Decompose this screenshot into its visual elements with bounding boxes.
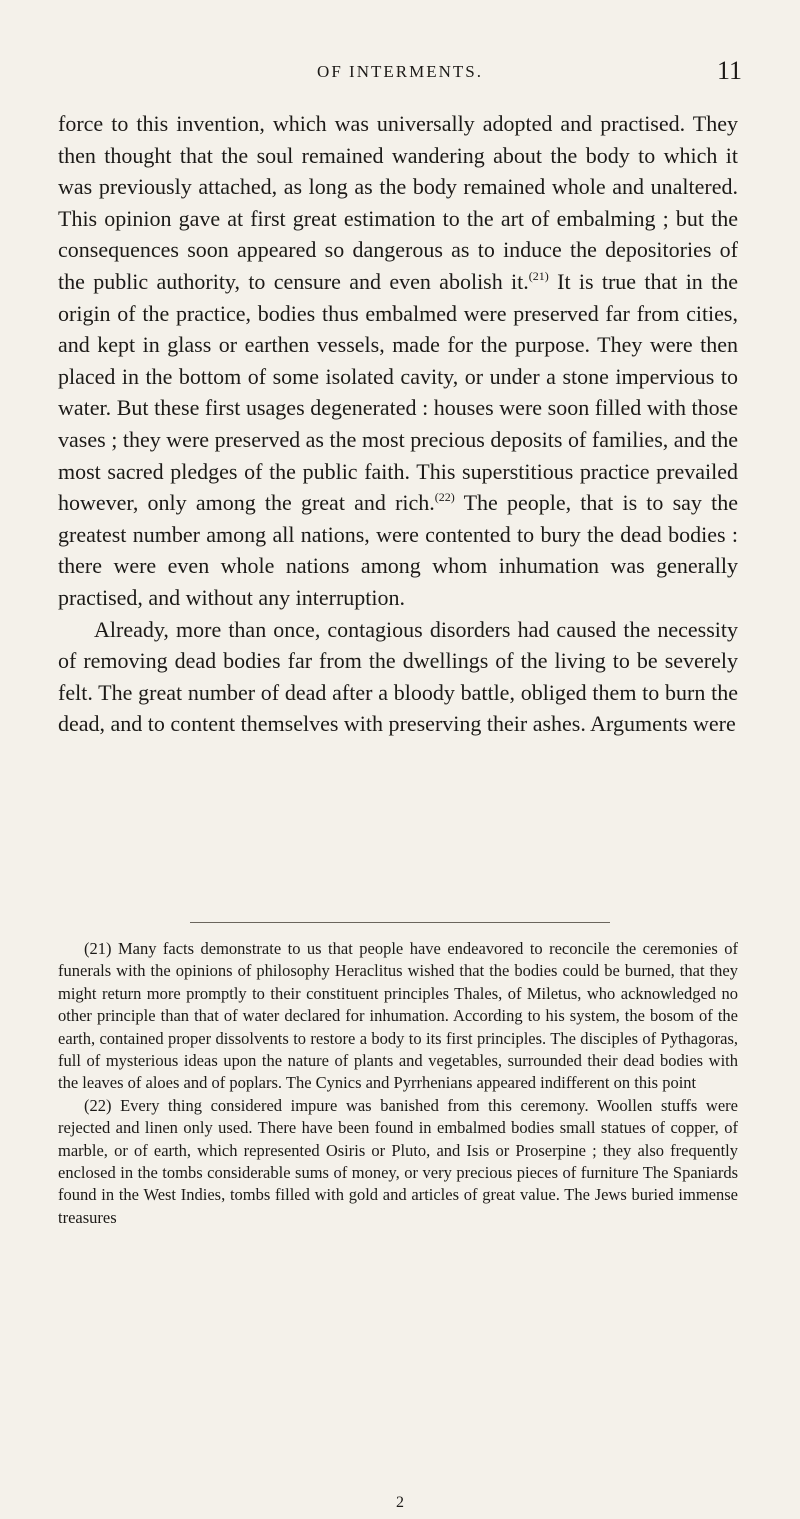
footnote-21: (21) Many facts demonstrate to us that people have endeavored to reconcile the ceremonies of funerals with the opinions of philosophy Heraclitus wished that the bodies could be burned, that they might return more promptly to their constituent principles Thales, of Miletus, who acknowledged no other principle than that of water declared for inhumation. According to his system, the bosom of the earth, contained proper dissolvents to restore a body to its first principles. The disciples of Pythagoras, full of mysterious ideas upon the nature of plants and vegetables, surrounded their dead bodies with the leaves of aloes and of poplars. The Cynics and Pyrrhenians appeared indifferent on this point (58, 939, 738, 1093)
footnote-divider (190, 922, 610, 923)
running-title: OF INTERMENTS. (317, 62, 483, 81)
page-header (0, 56, 800, 92)
body-paragraph-1 (58, 108, 738, 614)
page-number: 11 (716, 56, 742, 85)
paragraph-1-text-a: force to this invention, which was universally adopted and practised. They then thought that the soul remained wandering about the body to which it was previously attached, as long as the body remained whole and unaltered. This opinion gave at first great estimation to the art of embalming ; but the consequences soon appeared so dangerous as to induce the depositories of the public authority, to censure and even abolish it. (58, 111, 738, 294)
footnote-ref-22: (22) (434, 490, 455, 505)
body-text (58, 108, 738, 740)
footnote-22: (22) Every thing considered impure was banished from this ceremony. Woollen stuffs were rejected and linen only used. There have been found in embalmed bodies small statues of copper, of marble, or of earth, which represented Osiris or Pluto, and Isis or Proserpine ; they also frequently enclosed in the tombs considerable sums of money, or very precious pieces of furniture The Spaniards found in the West Indies, tombs filled with gold and articles of great value. The Jews buried immense treasures (58, 1095, 738, 1227)
body-paragraph-2: Already, more than once, contagious disorders had caused the necessity of removing dead bodies far from the dwellings of the living to be severely felt. The great number of dead after a bloody battle, obliged them to burn the dead, and to content themselves with preserving their ashes. Arguments were (58, 616, 738, 737)
footnote-ref-21: (21) (528, 268, 549, 283)
signature-mark: 2 (396, 1494, 404, 1511)
paragraph-1-text-b: It is true that in the origin of the practice, bodies thus embalmed were preserved far from cities, and kept in glass or earthen vessels, made for the purpose. They were then placed in the bottom of some isolated cavity, or under a stone impervious to water. But these first usages degenerated : houses were soon filled with those vases ; they were preserved as the most precious deposits of families, and the most sacred pledges of the public faith. This superstitious practice prevailed however, only among the great and rich. (58, 268, 739, 516)
paragraph-1-text-c: The people, that is to say the greatest number among all nations, were contented to bury the dead bodies : there were even whole nations among whom inhumation was generally practised, and without any interruption. (58, 490, 738, 610)
footnotes (58, 938, 738, 1229)
